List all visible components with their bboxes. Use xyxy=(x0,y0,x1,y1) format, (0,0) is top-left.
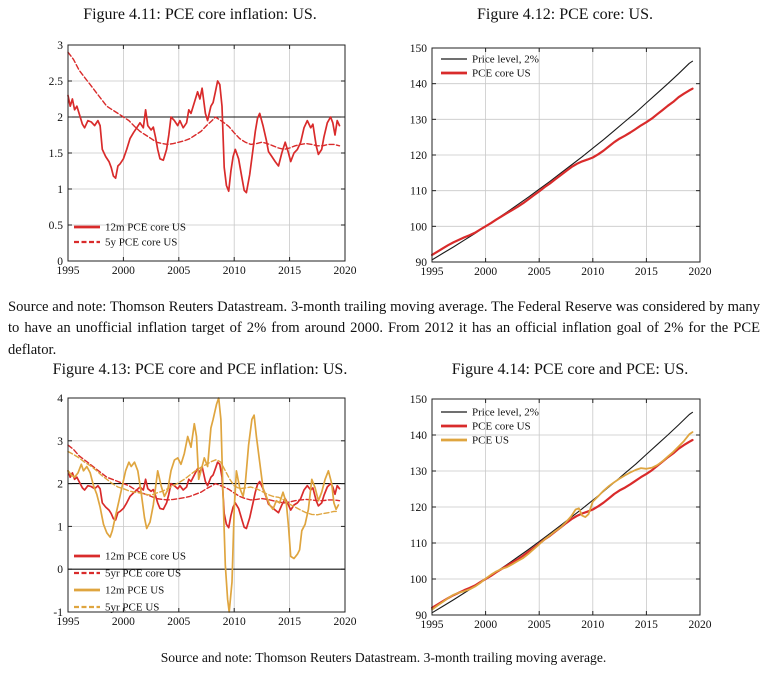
svg-text:140: 140 xyxy=(409,430,427,442)
svg-text:150: 150 xyxy=(409,394,427,406)
svg-text:2020: 2020 xyxy=(688,266,712,278)
svg-text:Price level, 2%: Price level, 2% xyxy=(472,53,539,66)
svg-text:1995: 1995 xyxy=(420,619,444,630)
svg-text:140: 140 xyxy=(409,78,427,91)
svg-text:110: 110 xyxy=(410,538,427,550)
svg-text:2.5: 2.5 xyxy=(48,76,63,88)
svg-text:PCE core US: PCE core US xyxy=(472,420,531,433)
svg-text:12m PCE core US: 12m PCE core US xyxy=(105,550,186,563)
svg-text:PCE US: PCE US xyxy=(472,434,509,447)
svg-text:4: 4 xyxy=(57,393,63,405)
svg-text:5y PCE core US: 5y PCE core US xyxy=(105,236,178,249)
svg-text:12m PCE core US: 12m PCE core US xyxy=(105,221,186,234)
svg-text:2005: 2005 xyxy=(167,616,191,628)
svg-text:130: 130 xyxy=(409,114,427,127)
pce-core-price-level-chart xyxy=(395,38,735,278)
svg-text:0.5: 0.5 xyxy=(48,220,63,232)
svg-text:-1: -1 xyxy=(53,607,63,619)
svg-text:2005: 2005 xyxy=(527,619,551,630)
svg-text:1: 1 xyxy=(57,521,63,534)
figure-4-12-chart xyxy=(395,38,735,278)
svg-text:2000: 2000 xyxy=(474,619,498,630)
svg-text:2020: 2020 xyxy=(333,616,357,628)
svg-text:0: 0 xyxy=(57,256,63,268)
svg-text:1995: 1995 xyxy=(420,266,444,278)
pce-core-and-pce-inflation-chart xyxy=(28,390,368,630)
svg-text:2005: 2005 xyxy=(167,265,191,277)
svg-text:2020: 2020 xyxy=(333,265,357,277)
svg-text:2: 2 xyxy=(57,478,63,491)
pce-core-and-pce-price-level-chart xyxy=(395,390,735,630)
svg-text:2010: 2010 xyxy=(222,265,246,277)
svg-text:Price level, 2%: Price level, 2% xyxy=(472,406,539,419)
svg-text:120: 120 xyxy=(409,150,427,162)
figure-4-13-title: Figure 4.13: PCE core and PCE inflation: US. xyxy=(52,361,348,378)
svg-text:5yr PCE US: 5yr PCE US xyxy=(105,601,160,614)
svg-text:1: 1 xyxy=(57,184,63,196)
svg-text:2015: 2015 xyxy=(278,616,302,628)
svg-text:2015: 2015 xyxy=(278,265,302,277)
svg-text:100: 100 xyxy=(409,221,427,234)
svg-text:PCE core US: PCE core US xyxy=(472,67,531,80)
svg-text:3: 3 xyxy=(57,435,63,448)
svg-text:90: 90 xyxy=(415,610,427,622)
svg-text:130: 130 xyxy=(409,466,427,478)
svg-text:2000: 2000 xyxy=(111,265,135,277)
source-note-top: Source and note: Thomson Reuters Datastream. 3-month trailing moving average. The Federal Reserve was considered by many to have an unofficial inflation target of 2% from around 2000. From 2012 it has an official inflation goal of 2% for the PCE deflator. xyxy=(8,299,760,358)
svg-text:1.5: 1.5 xyxy=(48,148,63,160)
svg-text:2005: 2005 xyxy=(527,266,551,278)
svg-text:2: 2 xyxy=(57,112,63,124)
figure-4-11-title: Figure 4.11: PCE core inflation: US. xyxy=(83,6,317,23)
svg-text:90: 90 xyxy=(415,257,427,269)
figure-4-14-title: Figure 4.14: PCE core and PCE: US. xyxy=(451,361,689,378)
svg-text:2010: 2010 xyxy=(581,619,605,630)
svg-text:120: 120 xyxy=(409,502,427,514)
svg-text:2020: 2020 xyxy=(688,619,712,630)
svg-text:3: 3 xyxy=(57,40,63,52)
svg-text:2015: 2015 xyxy=(634,266,658,278)
svg-text:150: 150 xyxy=(409,43,427,55)
svg-text:2010: 2010 xyxy=(222,616,246,628)
figure-4-12-title: Figure 4.12: PCE core: US. xyxy=(477,6,653,23)
svg-text:2000: 2000 xyxy=(474,266,498,278)
svg-text:2015: 2015 xyxy=(634,619,658,630)
svg-text:5yr PCE core US: 5yr PCE core US xyxy=(105,567,182,580)
figure-4-14-chart xyxy=(395,390,735,630)
svg-text:0: 0 xyxy=(57,564,63,577)
svg-text:2010: 2010 xyxy=(581,266,605,278)
figure-4-13-chart xyxy=(28,390,368,630)
svg-text:110: 110 xyxy=(410,185,427,198)
svg-text:100: 100 xyxy=(409,574,427,586)
svg-text:2000: 2000 xyxy=(111,616,135,628)
svg-text:1995: 1995 xyxy=(56,265,80,277)
pce-core-inflation-chart xyxy=(28,38,368,278)
svg-text:1995: 1995 xyxy=(56,616,80,628)
svg-text:12m PCE US: 12m PCE US xyxy=(105,584,165,597)
source-note-bottom: Source and note: Thomson Reuters Datastream. 3-month trailing moving average. xyxy=(160,650,607,665)
figure-4-11-chart xyxy=(28,38,368,278)
